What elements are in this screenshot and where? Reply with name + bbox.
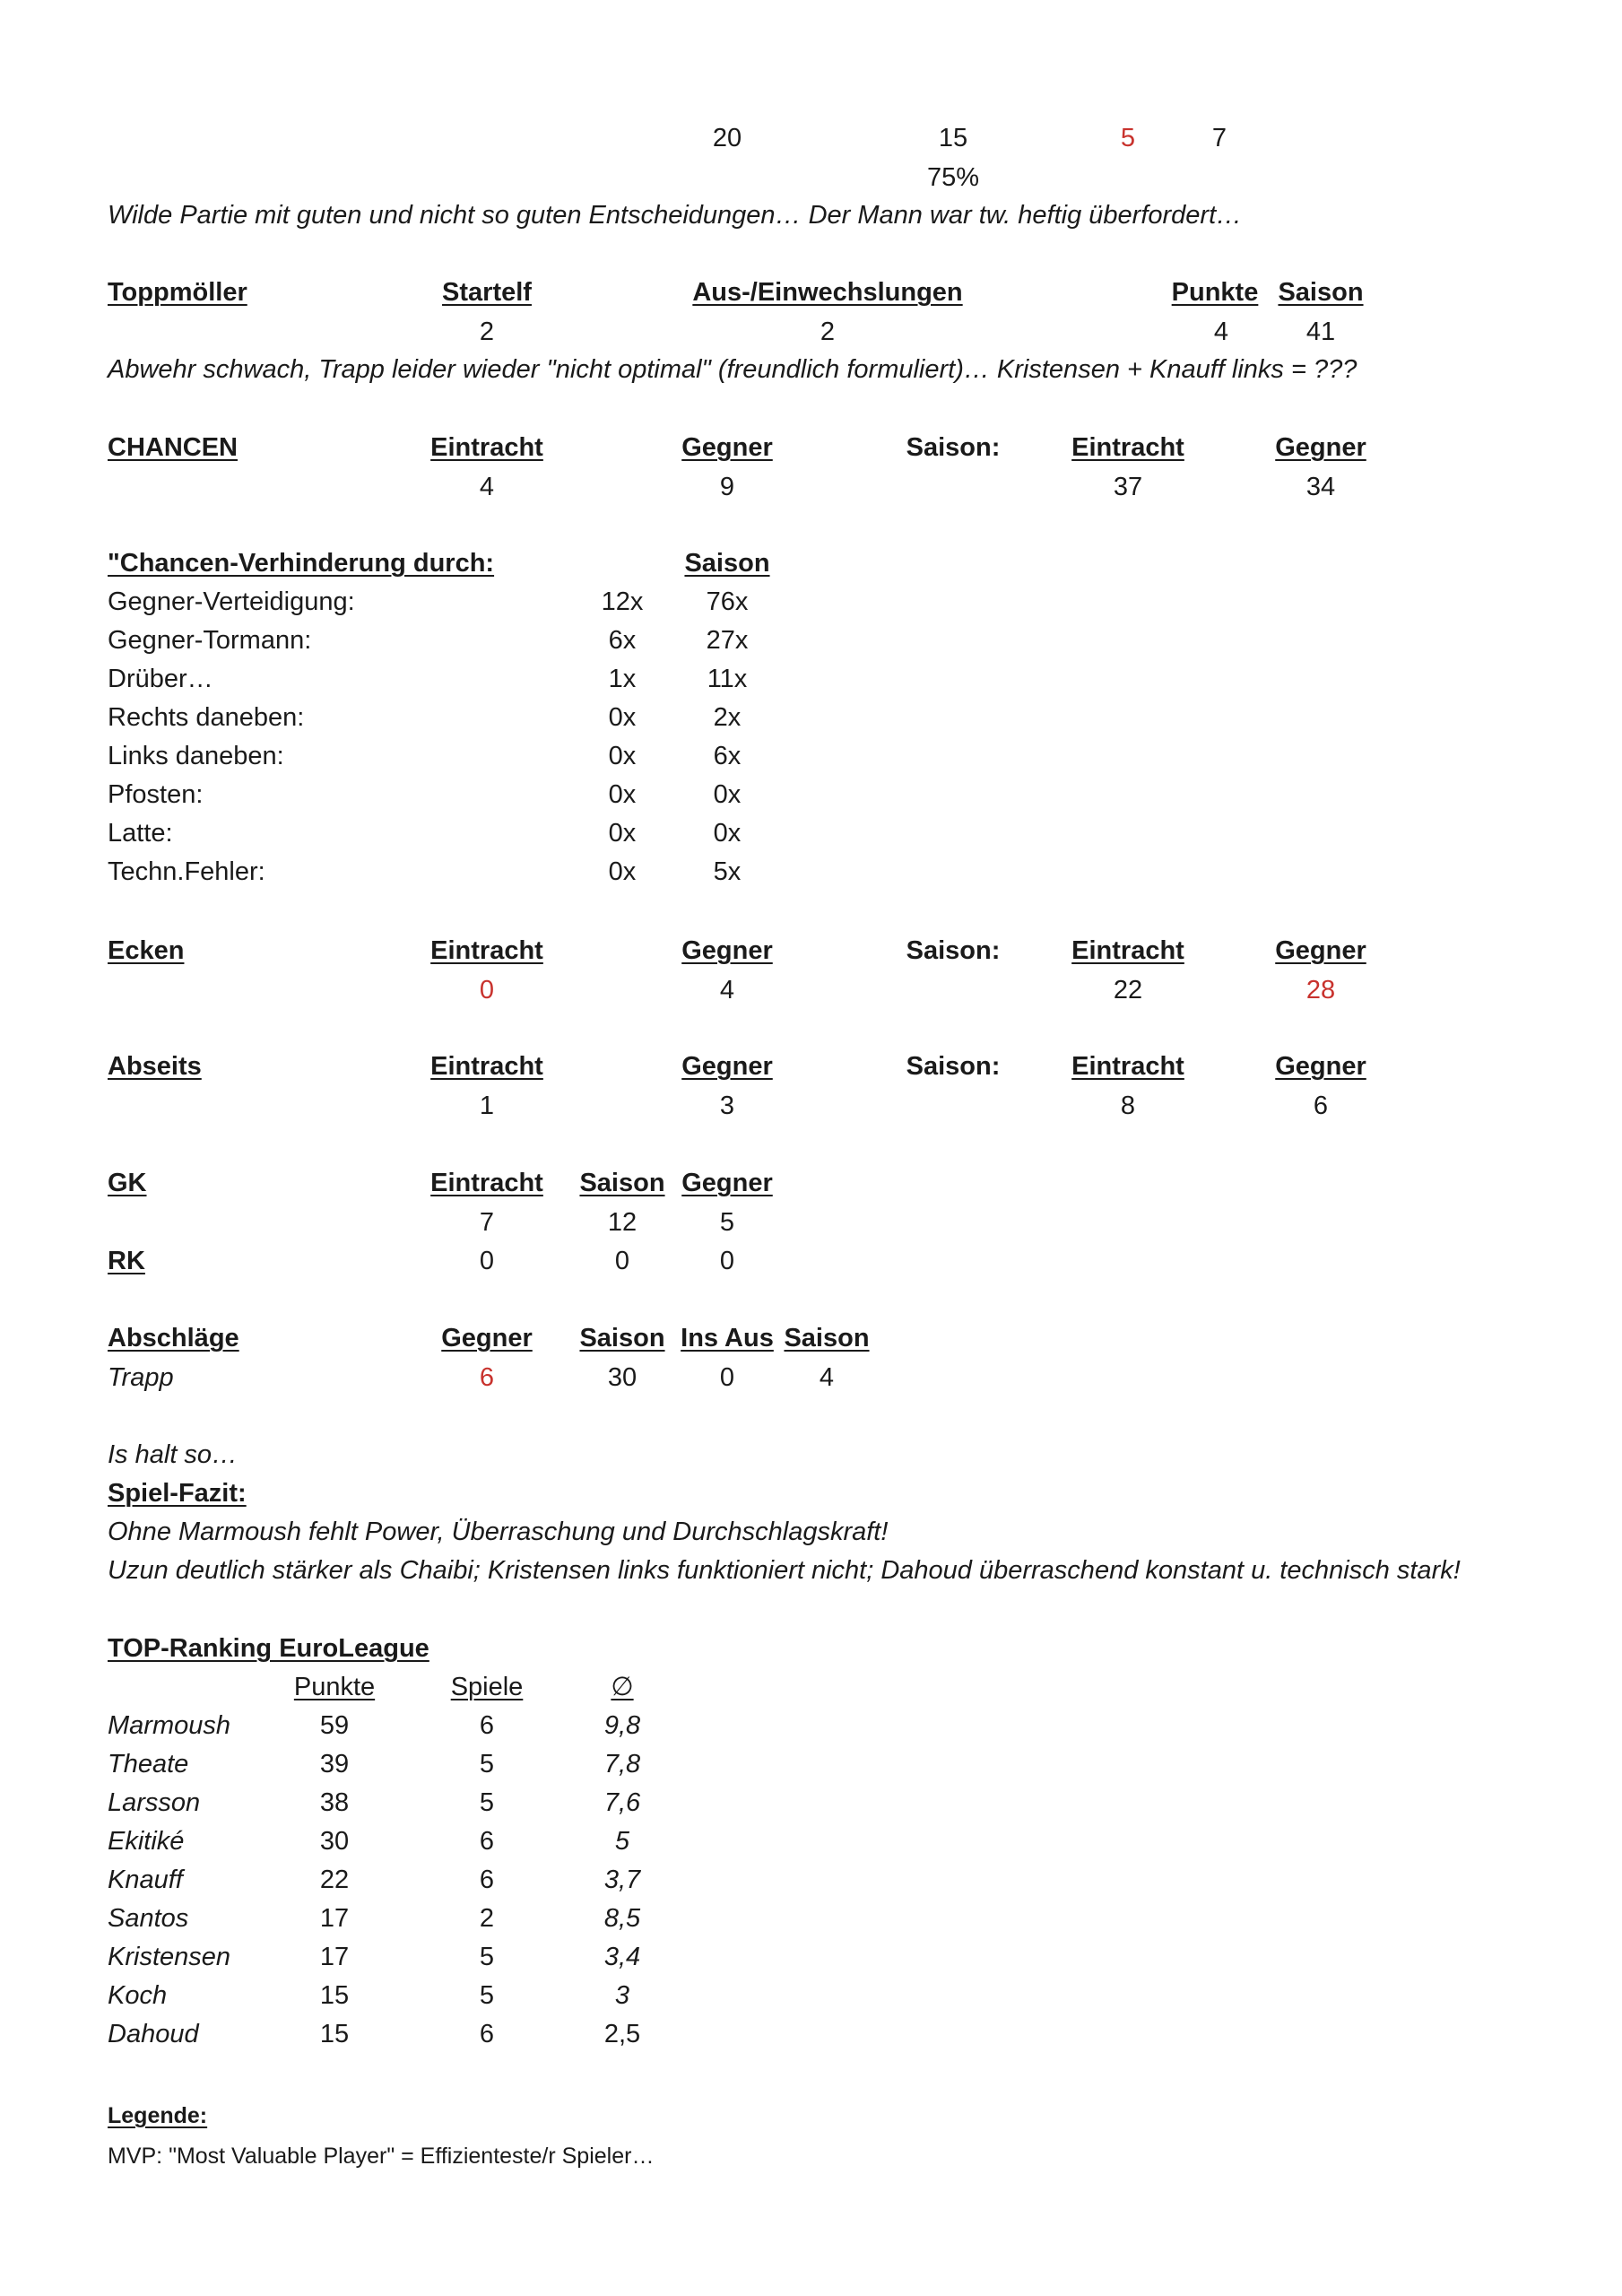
verhinderung-row-label: Gegner-Tormann: [108, 626, 312, 655]
ranking-row-name: Dahoud [108, 2020, 199, 2048]
coach-name: Toppmöller [108, 278, 247, 307]
verhinderung-row-game: 0x [608, 857, 637, 886]
fazit-line-1: Ohne Marmoush fehlt Power, Überraschung und Durchschlagskraft! [108, 1518, 889, 1546]
verhinderung-row-season: 0x [713, 780, 742, 809]
top-value-3: 5 [1120, 124, 1136, 152]
verhinderung-row-season: 27x [706, 626, 749, 655]
abseits-saison-label: Saison: [906, 1052, 1001, 1081]
ranking-row-punkte: 39 [319, 1750, 350, 1779]
abseits-label: Abseits [108, 1052, 202, 1081]
verhinderung-row-game: 6x [608, 626, 637, 655]
abschlaege-insaus-value: 0 [719, 1363, 735, 1392]
abseits-eintracht-value: 1 [479, 1091, 495, 1120]
ranking-row-name: Koch [108, 1981, 168, 2010]
verhinderung-row-label: Pfosten: [108, 780, 204, 809]
referee-comment: Wilde Partie mit guten und nicht so guten Entscheidungen… Der Mann war tw. heftig überfordert… [108, 201, 1243, 230]
verhinderung-row-season: 76x [706, 587, 749, 616]
abschlaege-gegner-value: 6 [479, 1363, 495, 1392]
verhinderung-row-game: 12x [601, 587, 644, 616]
chancen-saison-label: Saison: [906, 433, 1001, 462]
ranking-row-name: Marmoush [108, 1711, 230, 1740]
verhinderung-row-label: Drüber… [108, 665, 213, 693]
abschlaege-label: Abschläge [108, 1324, 239, 1352]
abschlaege-saison-header: Saison [579, 1324, 665, 1352]
gk-gegner-value: 5 [719, 1208, 735, 1237]
legende-mvp: MVP: "Most Valuable Player" = Effizienteste/r Spieler… [108, 2144, 655, 2169]
ecken-saison-label: Saison: [906, 936, 1001, 965]
ranking-row-spiele: 6 [479, 2020, 495, 2048]
ranking-row-average: 7,8 [603, 1750, 641, 1779]
abseits-gegner-header: Gegner [681, 1052, 773, 1081]
ranking-row-spiele: 2 [479, 1904, 495, 1933]
karten-gegner-header: Gegner [681, 1169, 773, 1197]
fazit-title: Spiel-Fazit: [108, 1479, 247, 1508]
coach-wechsel-header: Aus-/Einwechslungen [692, 278, 963, 307]
abschlaege-player: Trapp [108, 1363, 174, 1392]
verhinderung-row-game: 0x [608, 780, 637, 809]
ranking-row-punkte: 15 [319, 1981, 350, 2010]
karten-eintracht-header: Eintracht [430, 1169, 543, 1197]
ranking-row-spiele: 6 [479, 1711, 495, 1740]
coach-punkte-value: 4 [1213, 317, 1229, 346]
chancen-saison-gegner-value: 34 [1305, 473, 1336, 501]
abschlaege-gegner-header: Gegner [441, 1324, 533, 1352]
ecken-gegner-value: 4 [719, 976, 735, 1004]
ranking-spiele-header: Spiele [450, 1673, 524, 1701]
coach-startelf-header: Startelf [442, 278, 532, 307]
coach-saison-header: Saison [1278, 278, 1364, 307]
verhinderung-row-game: 1x [608, 665, 637, 693]
chancen-eintracht-value: 4 [479, 473, 495, 501]
verhinderung-row-label: Latte: [108, 819, 173, 848]
ranking-row-punkte: 38 [319, 1788, 350, 1817]
ranking-row-spiele: 6 [479, 1827, 495, 1856]
chancen-gegner-header: Gegner [681, 433, 773, 462]
abschlaege-saison-value: 30 [607, 1363, 638, 1392]
verhinderung-row-season: 11x [707, 665, 748, 693]
abseits-saison-gegner-header: Gegner [1275, 1052, 1366, 1081]
ecken-eintracht-header: Eintracht [430, 936, 543, 965]
coach-saison-value: 41 [1305, 317, 1336, 346]
chancen-gegner-value: 9 [719, 473, 735, 501]
gk-label: GK [108, 1169, 147, 1197]
ranking-row-average: 3,7 [603, 1866, 641, 1894]
abseits-eintracht-header: Eintracht [430, 1052, 543, 1081]
ranking-row-name: Larsson [108, 1788, 201, 1817]
abschlaege-saison2-header: Saison [784, 1324, 870, 1352]
verhinderung-saison-header: Saison [684, 549, 770, 578]
rk-gegner-value: 0 [719, 1247, 735, 1275]
verhinderung-row-season: 5x [713, 857, 742, 886]
chancen-saison-eintracht-value: 37 [1113, 473, 1143, 501]
rk-label: RK [108, 1247, 145, 1275]
verhinderung-row-season: 0x [713, 819, 742, 848]
ranking-row-punkte: 17 [319, 1904, 350, 1933]
ranking-punkte-header: Punkte [293, 1673, 376, 1701]
top-value-2: 15 [938, 124, 968, 152]
verhinderung-row-label: Links daneben: [108, 742, 284, 770]
abseits-saison-eintracht-header: Eintracht [1071, 1052, 1184, 1081]
verhinderung-row-label: Gegner-Verteidigung: [108, 587, 355, 616]
ranking-row-spiele: 5 [479, 1943, 495, 1971]
ranking-row-punkte: 17 [319, 1943, 350, 1971]
coach-wechsel-value: 2 [820, 317, 836, 346]
chancen-eintracht-header: Eintracht [430, 433, 543, 462]
ranking-row-average: 8,5 [603, 1904, 641, 1933]
top-percent: 75% [926, 163, 980, 192]
ranking-row-spiele: 5 [479, 1788, 495, 1817]
ranking-row-name: Kristensen [108, 1943, 231, 1971]
abschlaege-insaus-header: Ins Aus [681, 1324, 774, 1352]
verhinderung-row-game: 0x [608, 742, 637, 770]
ranking-average-header: ∅ [611, 1673, 634, 1701]
legende-title: Legende: [108, 2103, 208, 2128]
ranking-row-average: 2,5 [603, 2020, 641, 2048]
verhinderung-row-season: 6x [713, 742, 742, 770]
verhinderung-row-game: 0x [608, 703, 637, 732]
verhinderung-row-game: 0x [608, 819, 637, 848]
ecken-eintracht-value: 0 [479, 976, 495, 1004]
ranking-row-average: 9,8 [603, 1711, 641, 1740]
ranking-row-average: 3,4 [603, 1943, 641, 1971]
ranking-row-name: Ekitiké [108, 1827, 185, 1856]
ranking-row-average: 7,6 [603, 1788, 641, 1817]
ranking-row-name: Theate [108, 1750, 189, 1779]
ranking-row-punkte: 59 [319, 1711, 350, 1740]
rk-eintracht-value: 0 [479, 1247, 495, 1275]
ranking-row-spiele: 5 [479, 1981, 495, 2010]
ranking-row-punkte: 30 [319, 1827, 350, 1856]
coach-punkte-header: Punkte [1171, 278, 1259, 307]
gk-eintracht-value: 7 [479, 1208, 495, 1237]
top-value-4: 7 [1211, 124, 1227, 152]
ranking-row-spiele: 5 [479, 1750, 495, 1779]
ecken-gegner-header: Gegner [681, 936, 773, 965]
coach-startelf-value: 2 [479, 317, 495, 346]
verhinderung-row-label: Techn.Fehler: [108, 857, 265, 886]
karten-saison-header: Saison [579, 1169, 665, 1197]
abseits-saison-gegner-value: 6 [1313, 1091, 1329, 1120]
ecken-saison-gegner-header: Gegner [1275, 936, 1366, 965]
ecken-saison-eintracht-value: 22 [1113, 976, 1143, 1004]
is-halt-note: Is halt so… [108, 1440, 239, 1469]
ranking-row-punkte: 22 [319, 1866, 350, 1894]
ecken-saison-eintracht-header: Eintracht [1071, 936, 1184, 965]
fazit-line-2: Uzun deutlich stärker als Chaibi; Kristensen links funktioniert nicht; Dahoud überraschend konstant u. technisch stark! [108, 1556, 1461, 1585]
chancen-saison-eintracht-header: Eintracht [1071, 433, 1184, 462]
ranking-title: TOP-Ranking EuroLeague [108, 1634, 429, 1663]
verhinderung-title: "Chancen-Verhinderung durch: [108, 549, 495, 578]
ecken-label: Ecken [108, 936, 185, 965]
chancen-label: CHANCEN [108, 433, 238, 462]
abseits-gegner-value: 3 [719, 1091, 735, 1120]
coach-comment: Abwehr schwach, Trapp leider wieder "nicht optimal" (freundlich formuliert)… Kristensen + Knauff links = ??? [108, 355, 1357, 384]
verhinderung-row-label: Rechts daneben: [108, 703, 305, 732]
abschlaege-saison2-value: 4 [819, 1363, 835, 1392]
ranking-row-name: Santos [108, 1904, 189, 1933]
ranking-row-average: 5 [614, 1827, 630, 1856]
ranking-row-average: 3 [614, 1981, 630, 2010]
verhinderung-row-season: 2x [713, 703, 742, 732]
top-value-1: 20 [712, 124, 742, 152]
gk-saison-value: 12 [607, 1208, 638, 1237]
ranking-row-punkte: 15 [319, 2020, 350, 2048]
ecken-saison-gegner-value: 28 [1305, 976, 1336, 1004]
rk-saison-value: 0 [614, 1247, 630, 1275]
ranking-row-spiele: 6 [479, 1866, 495, 1894]
ranking-row-name: Knauff [108, 1866, 183, 1894]
chancen-saison-gegner-header: Gegner [1275, 433, 1366, 462]
abseits-saison-eintracht-value: 8 [1120, 1091, 1136, 1120]
